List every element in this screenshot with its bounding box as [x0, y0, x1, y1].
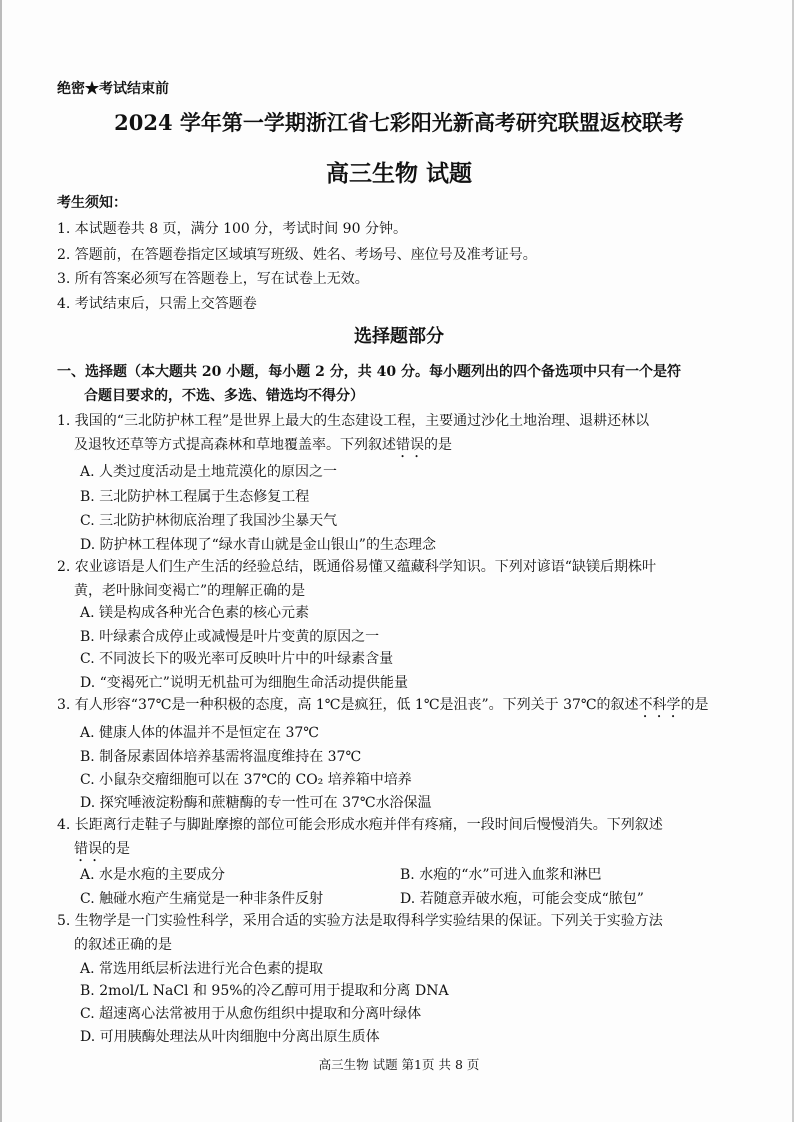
exam-subtitle: 高三生物 试题	[325, 160, 472, 187]
section-title: 选择题部分	[354, 326, 444, 347]
question-4-stem: 4. 长距离行走鞋子与脚趾摩擦的部位可能会形成水疱并伴有疼痛，一段时间后慢慢消失。下列叙述	[57, 817, 663, 833]
question-5-stem: 5. 生物学是一门实验性科学，采用合适的实验方法是取得科学实验结果的保证。下列关于实验方法	[57, 913, 663, 929]
page-footer: 高三生物 试题 第1页 共 8 页	[318, 1057, 480, 1072]
part-instructions-cont: 合题目要求的，不选、多选、错选均不得分）	[84, 388, 364, 404]
question-3-option-b: B. 制备尿素固体培养基需将温度维持在 37℃	[80, 749, 362, 765]
exam-title: 2024 学年第一学期浙江省七彩阳光新高考研究联盟返校联考	[114, 110, 684, 135]
question-4-option-b: B. 水疱的“水”可进入血浆和淋巴	[400, 867, 602, 883]
question-3-option-d: D. 探究唾液淀粉酶和蔗糖酶的专一性可在 37℃水浴保温	[80, 795, 432, 811]
question-4-option-d: D. 若随意弄破水疱，可能会变成“脓包”	[400, 891, 644, 907]
question-1-option-c: C. 三北防护林彻底治理了我国沙尘暴天气	[80, 513, 338, 529]
question-4-option-a: A. 水是水疱的主要成分	[80, 867, 226, 883]
question-5-option-b: B. 2mol/L NaCl 和 95%的冷乙醇可用于提取和分离 DNA	[80, 983, 449, 999]
notice-item: 2. 答题前，在答题卷指定区域填写班级、姓名、考场号、座位号及准考证号。	[57, 247, 537, 263]
question-2-option-c: C. 不同波长下的吸光率可反映叶片中的叶绿素含量	[80, 651, 394, 667]
question-4-option-c: C. 触碰水疱产生痛觉是一种非条件反射	[80, 891, 324, 907]
question-1-stem: 1. 我国的“三北防护林工程”是世界上最大的生态建设工程，主要通过沙化土地治理、退耕还林以	[57, 413, 650, 429]
question-2-option-b: B. 叶绿素合成停止或减慢是叶片变黄的原因之一	[80, 629, 380, 645]
question-5-option-d: D. 可用胰酶处理法从叶肉细胞中分离出原生质体	[80, 1029, 380, 1045]
part-instructions: 一、选择题（本大题共 20 小题，每小题 2 分，共 40 分。每小题列出的四个备选项中只有一个是符	[57, 364, 681, 380]
question-1-option-d: D. 防护林工程体现了“绿水青山就是金山银山”的生态理念	[80, 537, 436, 553]
notice-item: 4. 考试结束后，只需上交答题卷	[57, 296, 257, 312]
notice-heading: 考生须知：	[57, 195, 127, 211]
question-5-option-c: C. 超速离心法常被用于从愈伤组织中提取和分离叶绿体	[80, 1006, 422, 1022]
emphasis-text: 不科学	[638, 697, 681, 713]
question-2-stem: 2. 农业谚语是人们生产生活的经验总结，既通俗易懂又蕴藏科学知识。下列对谚语“缺镁后期株叶	[57, 559, 656, 575]
question-3-option-c: C. 小鼠杂交瘤细胞可以在 37℃的 CO₂ 培养箱中培养	[80, 772, 412, 788]
emphasis-text: 错误	[74, 841, 102, 857]
question-5-stem-cont: 的叙述正确的是	[74, 937, 172, 953]
question-1-option-a: A. 人类过度活动是土地荒漠化的原因之一	[80, 464, 338, 480]
question-2-stem-cont: 黄，老叶脉间变褐亡”的理解正确的是	[74, 583, 306, 599]
question-1-stem-cont: 及退牧还草等方式提高森林和草地覆盖率。下列叙述错误的是	[74, 437, 452, 453]
question-4-stem-cont: 错误的是	[74, 841, 130, 857]
question-2-option-a: A. 镁是构成各种光合色素的核心元素	[80, 605, 310, 621]
question-5-option-a: A. 常选用纸层析法进行光合色素的提取	[80, 961, 324, 977]
question-1-option-b: B. 三北防护林工程属于生态修复工程	[80, 489, 310, 505]
question-3-stem: 3. 有人形容“37℃是一种积极的态度，高 1℃是疯狂，低 1℃是沮丧”。下列关于 37℃的叙述不科学的是	[57, 697, 709, 713]
confidential-label: 绝密★考试结束前	[57, 81, 169, 97]
emphasis-text: 错误	[396, 437, 424, 453]
notice-item: 3. 所有答案必须写在答题卷上，写在试卷上无效。	[57, 271, 369, 287]
question-3-option-a: A. 健康人体的体温并不是恒定在 37℃	[80, 725, 319, 741]
notice-item: 1. 本试题卷共 8 页，满分 100 分，考试时间 90 分钟。	[57, 221, 407, 237]
question-2-option-d: D. “变褐死亡”说明无机盐可为细胞生命活动提供能量	[80, 675, 408, 691]
